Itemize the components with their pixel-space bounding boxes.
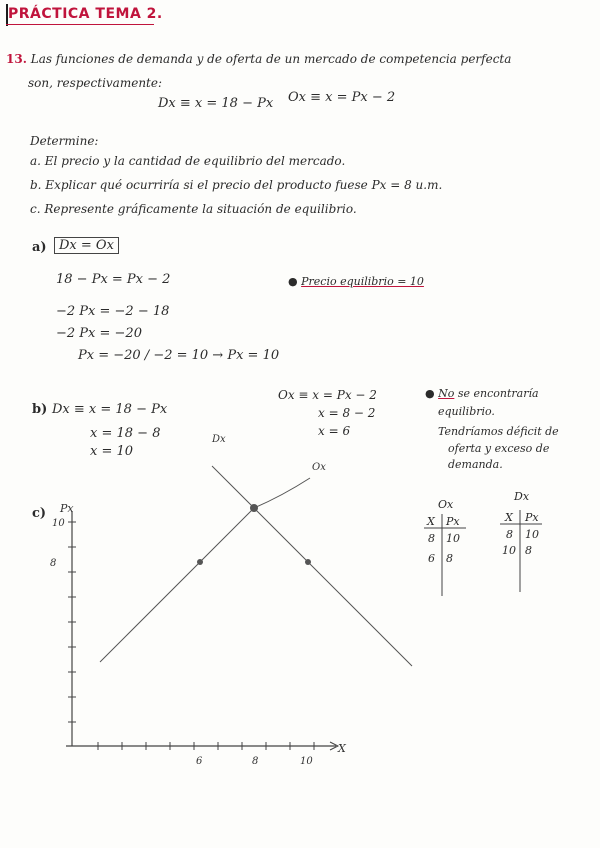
y-tick-label-10: 10	[52, 518, 65, 529]
supply-curve-label: Ox	[312, 462, 326, 473]
dx-row1-px: 10	[525, 528, 539, 541]
exercise-statement-line1: 13. Las funciones de demanda y de oferta de un mercado de competencia perfecta	[6, 52, 512, 66]
part-b-supply-line2: x = 8 − 2	[318, 406, 376, 420]
dx-header-x: X	[505, 511, 513, 524]
item-b: b. Explicar qué ocurriría si el precio del producto fuese Px = 8 u.m.	[30, 178, 443, 192]
ox-row1-x: 8	[428, 532, 435, 545]
ox-row1-px: 10	[446, 532, 460, 545]
dx-row2-px: 8	[525, 544, 532, 557]
y-axis-label: Px	[60, 502, 74, 515]
dx-header-px: Px	[525, 511, 539, 524]
part-b-note-line5: demanda.	[448, 458, 503, 471]
x-tick-label-8: 8	[252, 756, 259, 767]
y-tick-label-8: 8	[50, 558, 57, 569]
part-b-note-line3: Tendríamos déficit de	[438, 425, 559, 438]
x-tick-label-6: 6	[196, 756, 203, 767]
part-a-step3: −2 Px = −20	[56, 326, 142, 341]
part-a-result: ● Precio equilibrio = 10	[288, 275, 424, 288]
part-a-step4: Px = −20 / −2 = 10 → Px = 10	[78, 348, 280, 363]
part-b-note-line0: ● No se encontraría	[425, 387, 539, 400]
ox-row2-px: 8	[446, 552, 453, 565]
part-a-label: a)	[32, 240, 47, 255]
part-b-supply-line3: x = 6	[318, 424, 351, 438]
supply-equation: Ox ≡ x = Px − 2	[288, 90, 396, 105]
ox-row2-x: 6	[428, 552, 435, 565]
part-a-step2: −2 Px = −2 − 18	[56, 304, 170, 319]
part-a-boxed-condition: Dx = Ox	[54, 238, 119, 253]
item-c: c. Represente gráficamente la situación de equilibrio.	[30, 202, 357, 216]
part-b-demand-line1: Dx ≡ x = 18 − Px	[52, 402, 168, 417]
part-b-note-line2: equilibrio.	[438, 405, 495, 418]
part-b-demand-line2: x = 18 − 8	[90, 426, 161, 441]
exercise-number: 13.	[6, 52, 27, 66]
dx-row2-x: 10	[502, 544, 516, 557]
part-b-demand-line3: x = 10	[90, 444, 134, 459]
part-b-supply-line1: Ox ≡ x = Px − 2	[278, 388, 377, 402]
demand-equation: Dx ≡ x = 18 − Px	[158, 96, 274, 111]
dx-row1-x: 8	[506, 528, 513, 541]
part-b-label: b)	[32, 402, 48, 417]
ox-header-x: X	[427, 515, 435, 528]
ox-header-px: Px	[446, 515, 460, 528]
determine-label: Determine:	[30, 134, 99, 148]
ox-table-title: Ox	[438, 498, 454, 511]
demand-curve-label: Dx	[212, 434, 226, 445]
part-b-note-line4: oferta y exceso de	[448, 442, 550, 455]
part-a-step1: 18 − Px = Px − 2	[56, 272, 171, 287]
dx-table-title: Dx	[514, 490, 530, 503]
page-title: PRÁCTICA TEMA 2.	[8, 6, 163, 22]
exercise-statement-line2: son, respectivamente:	[28, 76, 163, 90]
x-tick-label-10: 10	[300, 756, 313, 767]
item-a: a. El precio y la cantidad de equilibrio del mercado.	[30, 154, 346, 168]
part-c-label: c)	[32, 506, 47, 521]
x-axis-label: X	[338, 742, 346, 755]
